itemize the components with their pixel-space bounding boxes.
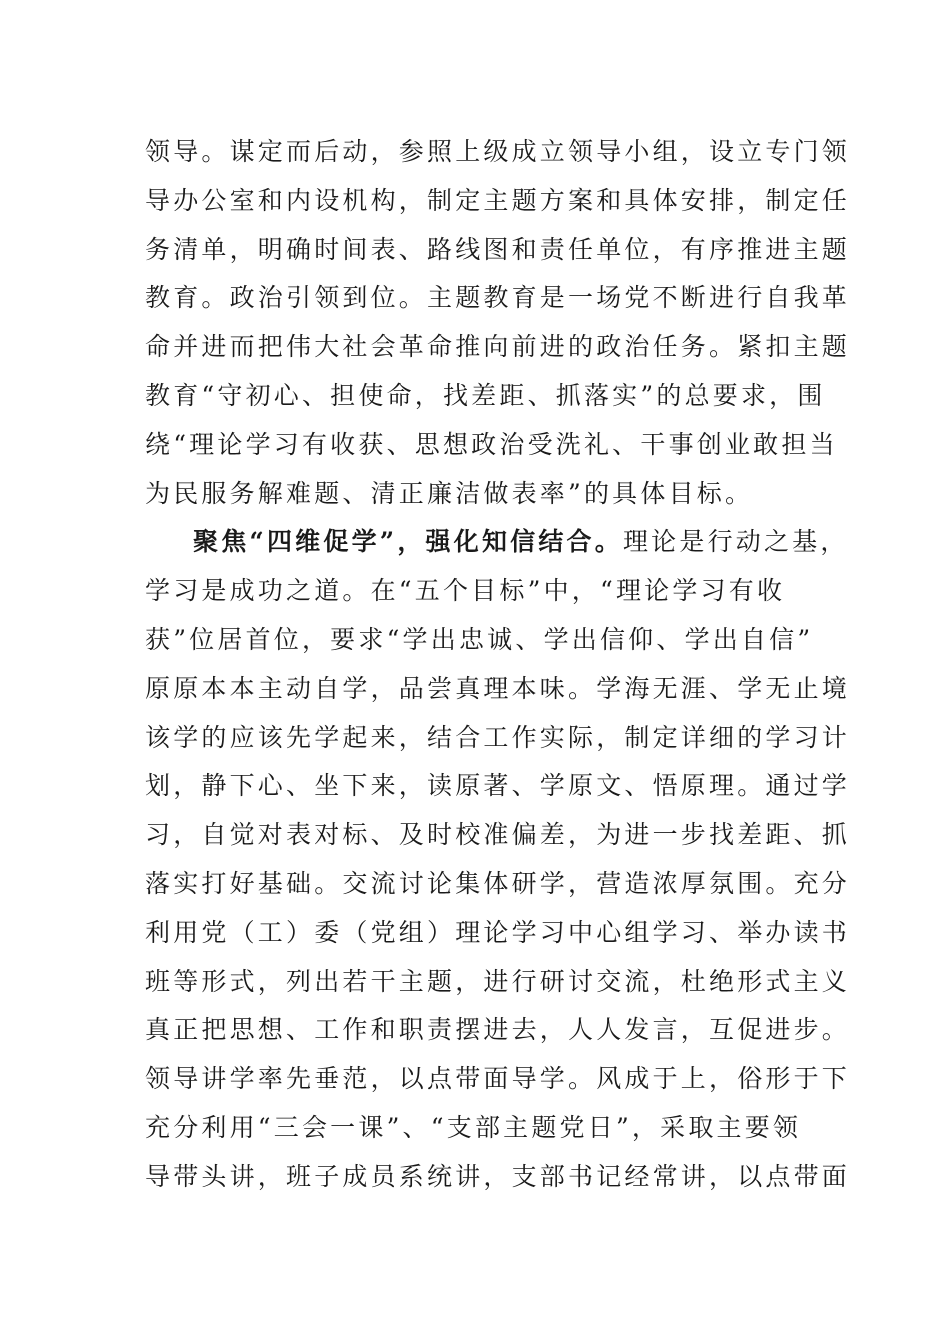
text-line: 教育“守初心、担使命，找差距、抓落实”的总要求，围 xyxy=(145,380,826,410)
text-line: 领导讲学率先垂范，以点带面导学。风成于上，俗形于下 xyxy=(145,1064,851,1094)
text-line: 导带头讲，班子成员系统讲，支部书记经常讲，以点带面 xyxy=(145,1161,851,1191)
text-line: 学习是成功之道。在“五个目标”中，“理论学习有收 xyxy=(145,576,786,606)
text-line: 充分利用“三会一课”、“支部主题党日”，采取主要领 xyxy=(145,1112,802,1142)
text-line: 习，自觉对表对标、及时校准偏差，为进一步找差距、抓 xyxy=(145,820,851,850)
text-line: 绕“理论学习有收获、思想政治受洗礼、干事创业敢担当 xyxy=(145,429,838,459)
paragraph-lead-rest: 理论是行动之基， xyxy=(622,527,849,557)
text-line: 领导。谋定而后动，参照上级成立领导小组，设立专门领 xyxy=(145,137,851,166)
text-line: 真正把思想、工作和职责摆进去，人人发言，互促进步。 xyxy=(145,1015,851,1045)
text-line: 利用党（工）委（党组）理论学习中心组学习、举办读书 xyxy=(145,917,851,947)
text-line: 班等形式，列出若干主题，进行研讨交流，杜绝形式主义 xyxy=(145,966,851,996)
text-line: 为民服务解难题、清正廉洁做表率”的具体目标。 xyxy=(145,478,754,508)
text-line: 落实打好基础。交流讨论集体研学，营造浓厚氛围。充分 xyxy=(145,868,851,898)
paragraph-heading-line xyxy=(145,518,849,567)
text-line: 该学的应该先学起来，结合工作实际，制定详细的学习计 xyxy=(145,722,851,752)
text-line: 原原本本主动自学，品尝真理本味。学海无涯、学无止境 xyxy=(145,673,851,703)
text-line: 导办公室和内设机构，制定主题方案和具体安排，制定任 xyxy=(145,185,851,215)
text-line: 教育。政治引领到位。主题教育是一场党不断进行自我革 xyxy=(145,283,851,313)
text-line: 获”位居首位，要求“学出忠诚、学出信仰、学出自信” xyxy=(145,624,814,654)
body-text xyxy=(145,128,851,1202)
text-line: 划，静下心、坐下来，读原著、学原文、悟原理。通过学 xyxy=(145,771,851,801)
text-line: 务清单，明确时间表、路线图和责任单位，有序推进主题 xyxy=(145,234,851,264)
paragraph-lead: 聚焦“四维促学”，强化知信结合。 xyxy=(193,527,623,557)
text-line: 命并进而把伟大社会革命推向前进的政治任务。紧扣主题 xyxy=(145,332,851,362)
